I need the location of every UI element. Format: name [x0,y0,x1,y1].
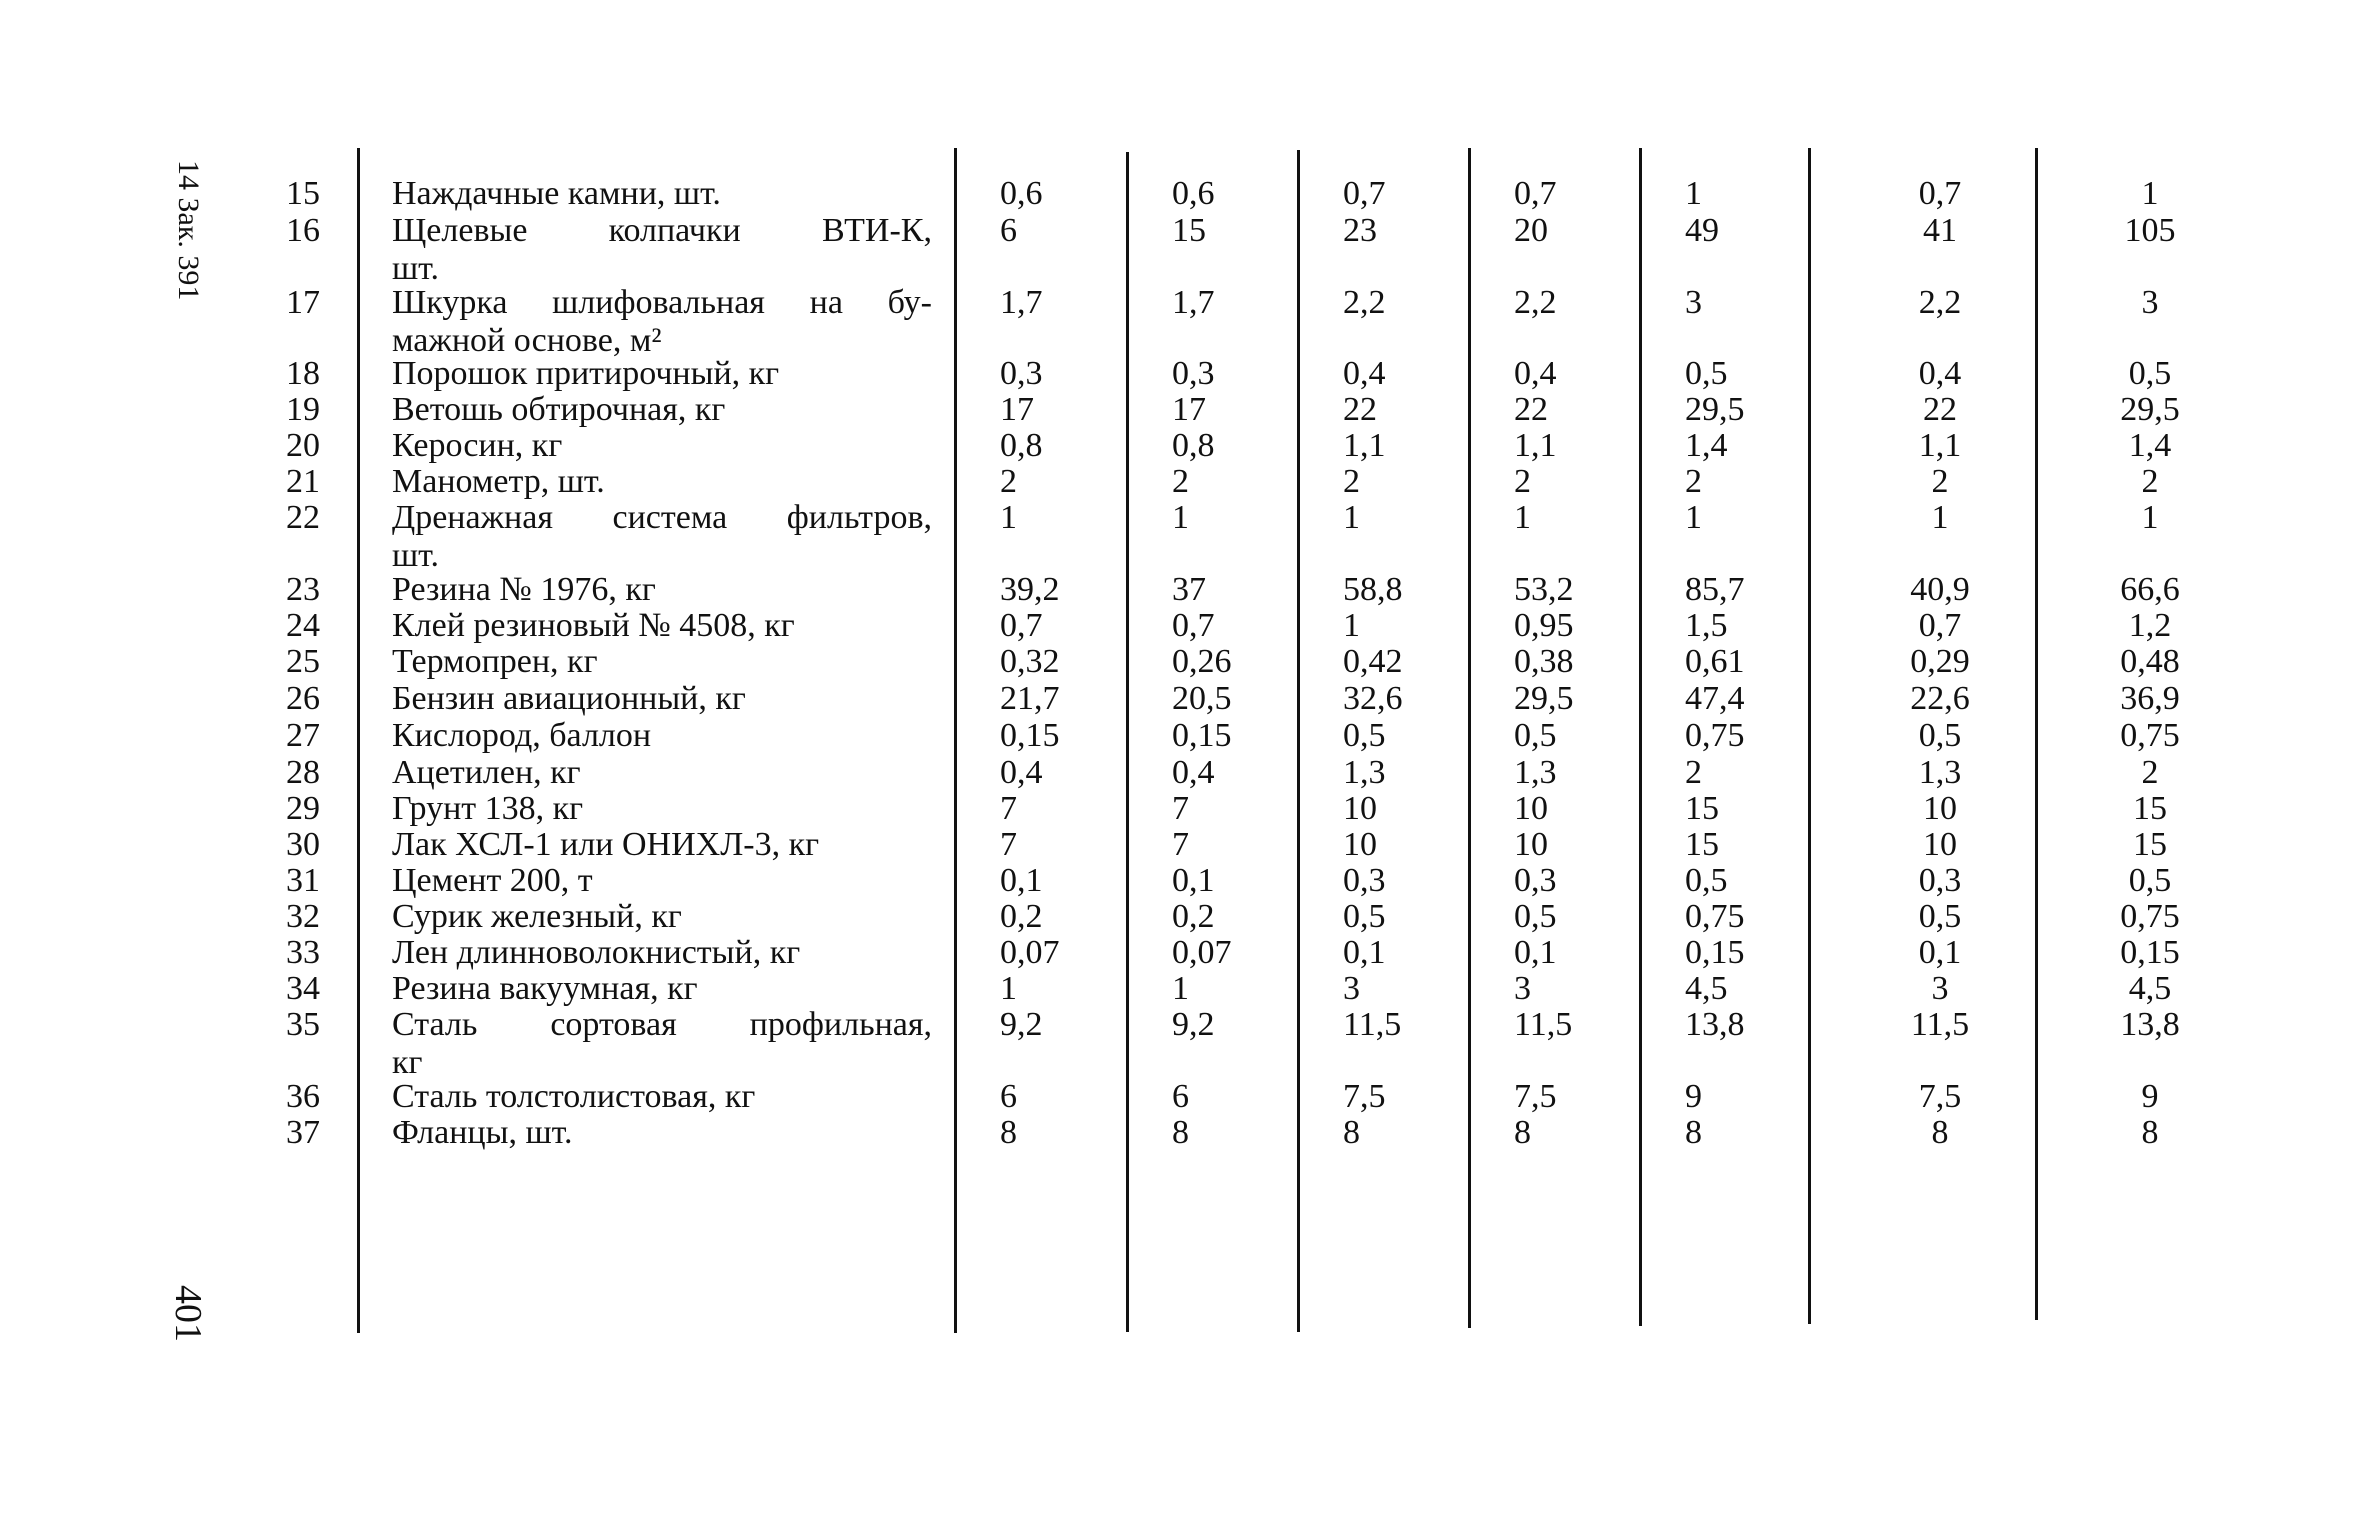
value-col-6: 0,5 [1918,898,1962,935]
value-col-7: 9 [2141,1078,2159,1115]
item-name-continuation: мажной основе, м² [392,322,662,359]
value-col-6: 0,7 [1918,175,1962,212]
value-col-5: 1 [1685,499,1702,536]
item-name-continuation: шт. [392,537,439,574]
value-col-2: 0,8 [1172,427,1215,464]
item-name: Резина вакуумная, кг [392,970,698,1007]
value-col-1: 7 [1000,826,1017,863]
row-number: 35 [286,1006,320,1043]
value-col-3: 23 [1343,212,1377,249]
value-col-2: 7 [1172,790,1189,827]
value-col-1: 0,15 [1000,717,1060,754]
value-col-2: 0,1 [1172,862,1215,899]
value-col-4: 0,3 [1514,862,1557,899]
table-row [0,754,2362,792]
value-col-5: 0,61 [1685,643,1745,680]
table-row [0,934,2362,972]
row-number: 15 [286,175,320,212]
item-name: Лен длинноволокнистый, кг [392,934,801,971]
table-row [0,970,2362,1008]
row-number: 18 [286,355,320,392]
row-number: 34 [286,970,320,1007]
value-col-3: 8 [1343,1114,1360,1151]
value-col-4: 10 [1514,826,1548,863]
value-col-2: 37 [1172,571,1206,608]
item-name: Термопрен, кг [392,643,598,680]
value-col-1: 2 [1000,463,1017,500]
item-name: Лак ХСЛ-1 или ОНИХЛ-3, кг [392,826,820,863]
value-col-7: 105 [2124,212,2176,249]
value-col-2: 0,4 [1172,754,1215,791]
row-number: 31 [286,862,320,899]
table-row [0,862,2362,900]
row-number: 19 [286,391,320,428]
item-name: Щелевые колпачки ВТИ-К, [392,212,932,249]
order-note: 14 Зак. 391 [172,160,205,301]
value-col-7: 0,15 [2120,934,2180,971]
row-number: 37 [286,1114,320,1151]
value-col-1: 6 [1000,1078,1017,1115]
value-col-2: 1 [1172,499,1189,536]
item-name: Грунт 138, кг [392,790,584,827]
value-col-1: 21,7 [1000,680,1060,717]
value-col-1: 7 [1000,790,1017,827]
value-col-4: 0,5 [1514,898,1557,935]
value-col-1: 9,2 [1000,1006,1043,1043]
value-col-6: 22,6 [1910,680,1970,717]
table-row [0,826,2362,864]
item-name: Клей резиновый № 4508, кг [392,607,795,644]
value-col-1: 0,7 [1000,607,1043,644]
value-col-7: 15 [2133,790,2167,827]
value-col-1: 0,8 [1000,427,1043,464]
value-col-5: 29,5 [1685,391,1745,428]
value-col-4: 20 [1514,212,1548,249]
value-col-1: 1 [1000,499,1017,536]
item-name: Ацетилен, кг [392,754,581,791]
item-name: Наждачные камни, шт. [392,175,721,212]
item-name: Цемент 200, т [392,862,593,899]
value-col-7: 3 [2141,284,2159,321]
value-col-2: 0,6 [1172,175,1215,212]
value-col-6: 2,2 [1918,284,1962,321]
value-col-1: 39,2 [1000,571,1060,608]
item-name-continuation: кг [392,1044,423,1081]
value-col-4: 29,5 [1514,680,1574,717]
row-number: 16 [286,212,320,249]
value-col-3: 58,8 [1343,571,1403,608]
value-col-2: 0,26 [1172,643,1232,680]
row-number: 30 [286,826,320,863]
value-col-2: 17 [1172,391,1206,428]
row-number: 27 [286,717,320,754]
table-row [0,790,2362,828]
value-col-5: 0,15 [1685,934,1745,971]
table-row [0,607,2362,645]
value-col-4: 1,1 [1514,427,1557,464]
row-number: 28 [286,754,320,791]
value-col-5: 2 [1685,754,1702,791]
value-col-1: 0,07 [1000,934,1060,971]
table-row [0,499,2362,574]
value-col-7: 1,4 [2128,427,2172,464]
value-col-2: 0,3 [1172,355,1215,392]
value-col-5: 4,5 [1685,970,1728,1007]
value-col-3: 0,7 [1343,175,1386,212]
value-col-1: 0,4 [1000,754,1043,791]
value-col-3: 1 [1343,607,1360,644]
value-col-6: 41 [1923,212,1957,249]
item-name: Сурик железный, кг [392,898,682,935]
value-col-5: 2 [1685,463,1702,500]
value-col-6: 2 [1931,463,1949,500]
value-col-4: 0,5 [1514,717,1557,754]
value-col-2: 0,15 [1172,717,1232,754]
table-row [0,427,2362,465]
item-name: Ветошь обтирочная, кг [392,391,726,428]
value-col-2: 9,2 [1172,1006,1215,1043]
value-col-4: 53,2 [1514,571,1574,608]
value-col-4: 10 [1514,790,1548,827]
value-col-6: 0,5 [1918,717,1962,754]
value-col-6: 0,3 [1918,862,1962,899]
value-col-6: 0,1 [1918,934,1962,971]
item-name: Порошок притирочный, кг [392,355,780,392]
value-col-4: 0,95 [1514,607,1574,644]
value-col-1: 0,32 [1000,643,1060,680]
row-number: 17 [286,284,320,321]
value-col-6: 10 [1923,790,1957,827]
value-col-2: 7 [1172,826,1189,863]
value-col-2: 20,5 [1172,680,1232,717]
row-number: 32 [286,898,320,935]
item-name: Сталь толстолистовая, кг [392,1078,756,1115]
value-col-1: 8 [1000,1114,1017,1151]
value-col-3: 0,5 [1343,898,1386,935]
row-number: 20 [286,427,320,464]
value-col-3: 0,4 [1343,355,1386,392]
value-col-2: 1,7 [1172,284,1215,321]
item-name: Шкурка шлифовальная на бу- [392,284,932,321]
row-number: 29 [286,790,320,827]
value-col-1: 0,3 [1000,355,1043,392]
value-col-7: 36,9 [2120,680,2180,717]
value-col-5: 1 [1685,175,1702,212]
value-col-1: 1 [1000,970,1017,1007]
value-col-7: 1,2 [2128,607,2172,644]
value-col-6: 7,5 [1918,1078,1962,1115]
table-row [0,1114,2362,1152]
value-col-4: 11,5 [1514,1006,1573,1043]
value-col-5: 13,8 [1685,1006,1745,1043]
value-col-3: 0,42 [1343,643,1403,680]
value-col-6: 10 [1923,826,1957,863]
value-col-6: 3 [1931,970,1949,1007]
item-name: Фланцы, шт. [392,1114,573,1151]
item-name: Сталь сортовая профильная, [392,1006,932,1043]
table-row [0,898,2362,936]
value-col-7: 1 [2141,175,2159,212]
value-col-7: 4,5 [2128,970,2172,1007]
value-col-3: 1 [1343,499,1360,536]
value-col-3: 0,3 [1343,862,1386,899]
value-col-4: 2 [1514,463,1531,500]
value-col-5: 8 [1685,1114,1702,1151]
value-col-5: 0,75 [1685,898,1745,935]
value-col-4: 7,5 [1514,1078,1557,1115]
value-col-7: 2 [2141,754,2159,791]
value-col-3: 0,5 [1343,717,1386,754]
value-col-4: 1,3 [1514,754,1557,791]
value-col-3: 1,1 [1343,427,1386,464]
value-col-6: 11,5 [1910,1006,1970,1043]
value-col-2: 2 [1172,463,1189,500]
value-col-6: 0,4 [1918,355,1962,392]
value-col-3: 2 [1343,463,1360,500]
value-col-7: 8 [2141,1114,2159,1151]
value-col-3: 3 [1343,970,1360,1007]
value-col-6: 0,29 [1910,643,1970,680]
value-col-3: 7,5 [1343,1078,1386,1115]
value-col-2: 0,2 [1172,898,1215,935]
value-col-5: 0,75 [1685,717,1745,754]
value-col-6: 1,1 [1918,427,1962,464]
value-col-5: 3 [1685,284,1702,321]
value-col-5: 15 [1685,790,1719,827]
table-row [0,717,2362,755]
value-col-6: 22 [1923,391,1957,428]
value-col-5: 0,5 [1685,355,1728,392]
value-col-7: 13,8 [2120,1006,2180,1043]
value-col-7: 0,75 [2120,717,2180,754]
value-col-4: 0,4 [1514,355,1557,392]
value-col-4: 22 [1514,391,1548,428]
value-col-2: 15 [1172,212,1206,249]
value-col-4: 2,2 [1514,284,1557,321]
value-col-6: 1 [1931,499,1949,536]
row-number: 33 [286,934,320,971]
value-col-4: 0,1 [1514,934,1557,971]
value-col-2: 8 [1172,1114,1189,1151]
value-col-5: 1,4 [1685,427,1728,464]
value-col-1: 6 [1000,212,1017,249]
value-col-7: 1 [2141,499,2159,536]
row-number: 25 [286,643,320,680]
item-name: Керосин, кг [392,427,563,464]
row-number: 23 [286,571,320,608]
value-col-4: 0,38 [1514,643,1574,680]
row-number: 21 [286,463,320,500]
row-number: 24 [286,607,320,644]
item-name: Резина № 1976, кг [392,571,656,608]
table-row [0,643,2362,681]
item-name: Дренажная система фильтров, [392,499,932,536]
value-col-3: 0,1 [1343,934,1386,971]
item-name: Бензин авиационный, кг [392,680,746,717]
value-col-1: 0,2 [1000,898,1043,935]
value-col-1: 0,1 [1000,862,1043,899]
value-col-5: 49 [1685,212,1719,249]
value-col-1: 1,7 [1000,284,1043,321]
value-col-5: 9 [1685,1078,1702,1115]
value-col-7: 0,75 [2120,898,2180,935]
value-col-1: 17 [1000,391,1034,428]
value-col-4: 0,7 [1514,175,1557,212]
value-col-7: 66,6 [2120,571,2180,608]
row-number: 22 [286,499,320,536]
value-col-2: 1 [1172,970,1189,1007]
value-col-7: 2 [2141,463,2159,500]
item-name-continuation: шт. [392,250,439,287]
value-col-3: 10 [1343,790,1377,827]
value-col-4: 3 [1514,970,1531,1007]
value-col-3: 10 [1343,826,1377,863]
value-col-5: 15 [1685,826,1719,863]
value-col-5: 1,5 [1685,607,1728,644]
value-col-7: 0,48 [2120,643,2180,680]
value-col-2: 0,07 [1172,934,1232,971]
page-number: 401 [167,1285,209,1342]
value-col-2: 6 [1172,1078,1189,1115]
value-col-7: 29,5 [2120,391,2180,428]
table-row [0,1078,2362,1116]
table-row [0,284,2362,359]
value-col-2: 0,7 [1172,607,1215,644]
value-col-6: 1,3 [1918,754,1962,791]
value-col-7: 15 [2133,826,2167,863]
value-col-3: 11,5 [1343,1006,1402,1043]
table-row [0,571,2362,609]
value-col-4: 1 [1514,499,1531,536]
row-number: 36 [286,1078,320,1115]
value-col-3: 32,6 [1343,680,1403,717]
value-col-6: 8 [1931,1114,1949,1151]
table-row [0,175,2362,213]
value-col-4: 8 [1514,1114,1531,1151]
table-row [0,391,2362,429]
table-row [0,1006,2362,1081]
value-col-5: 47,4 [1685,680,1745,717]
item-name: Манометр, шт. [392,463,605,500]
value-col-6: 40,9 [1910,571,1970,608]
value-col-1: 0,6 [1000,175,1043,212]
item-name: Кислород, баллон [392,717,652,754]
value-col-5: 0,5 [1685,862,1728,899]
row-number: 26 [286,680,320,717]
value-col-3: 1,3 [1343,754,1386,791]
value-col-3: 2,2 [1343,284,1386,321]
value-col-7: 0,5 [2128,355,2172,392]
table-row [0,355,2362,393]
value-col-7: 0,5 [2128,862,2172,899]
value-col-6: 0,7 [1918,607,1962,644]
table-row [0,680,2362,718]
table-row [0,463,2362,501]
value-col-5: 85,7 [1685,571,1745,608]
value-col-3: 22 [1343,391,1377,428]
